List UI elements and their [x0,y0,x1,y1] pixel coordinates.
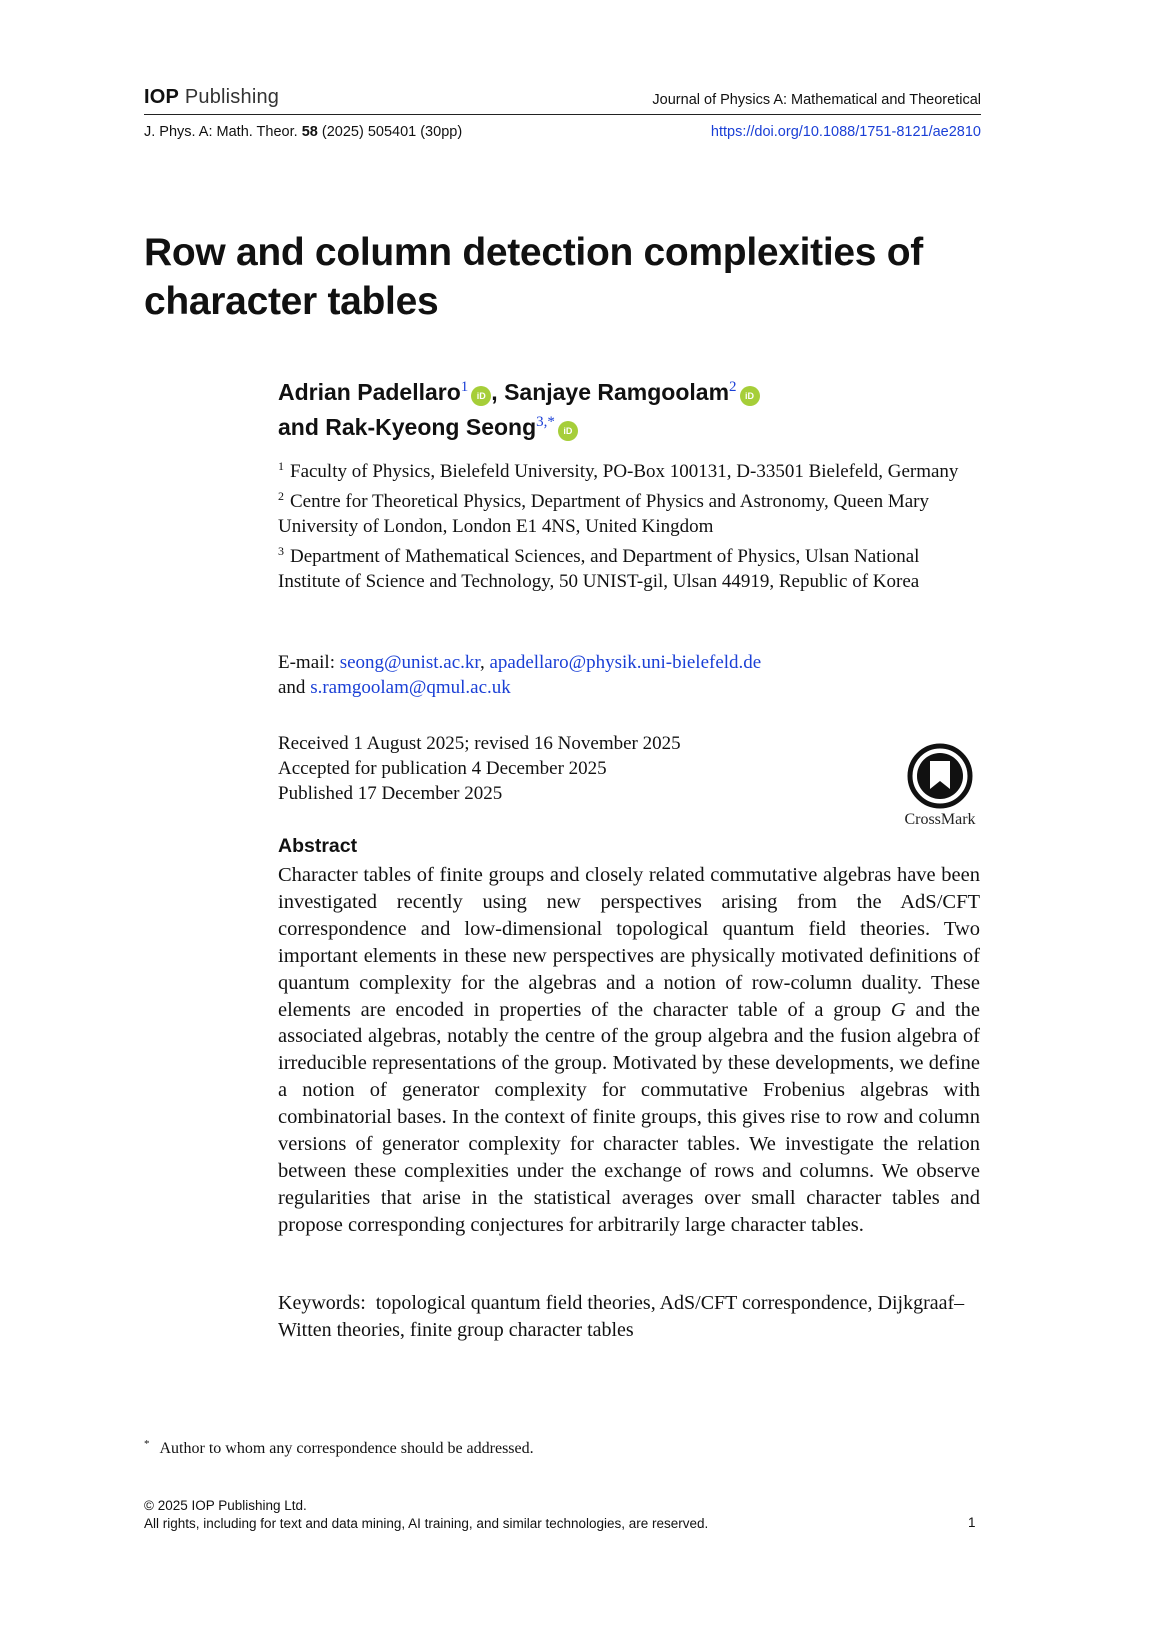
email-block: E-mail: seong@unist.ac.kr, apadellaro@physik.uni-bielefeld.de and s.ramgoolam@qmul.ac.uk [278,652,762,698]
publication-dates [278,731,681,806]
orcid-icon[interactable]: iD [471,386,491,406]
affiliation-ref[interactable]: 2 [729,379,737,395]
affiliation: $^2$ Centre for Theoretical Physics, Department of Physics and Astronomy, Queen Mary University of London, London E1 4NS, United Kingdom [278,489,929,537]
affiliation-ref[interactable]: 1 [460,379,469,395]
group-symbol: G [890,998,906,1021]
email-link[interactable]: s.ramgoolam@qmul.ac.uk [310,677,511,698]
crossmark-icon [907,743,973,809]
email-link[interactable]: apadellaro@physik.uni-bielefeld.de [489,652,762,673]
paper-title: Row and column detection complexities of character tables [144,231,923,323]
author-list: Adrian Padellaro$^1$iD , Sanjaye Ramgoolam$^2$iD and Rak-Kyeong Seong$^{3,*}$iD [278,372,760,442]
author-name: Adrian Padellaro [278,379,461,405]
affiliation-ref[interactable]: 3,* [536,414,555,430]
journal-name: Journal of Physics A: Mathematical and Theoretical [652,92,981,108]
published-date: Published 17 December 2025 [278,783,503,804]
abstract-text: Character tables of finite groups and closely related commutative algebras have been investigated recently using new perspectives arising from the AdS/CFT correspondence and low-dimensional topological quantum field theories. Two important elements in these new perspectives are physically motivated definitions of quantum complexity for the algebras and a notion of row-column duality. These elements are encoded in properties of the character table of a group G and the associated algebras, notably the centre of the group algebra and the fusion algebra of irreducible representations of the group. Motivated by these developments, we define a notion of generator complexity for commutative Frobenius algebras with combinatorial bases. In the context of finite groups, this gives rise to row and column versions of generator complexity for character tables. We investigate the relation between these complexities under the exchange of rows and columns. We observe regularities that arise in the statistical averages over small character tables and propose corresponding conjectures for arbitrarily large character tables. [278,864,980,1236]
author-name: Sanjaye Ramgoolam [504,379,730,405]
correspondence-footnote: * Author to whom any correspondence should be addressed. [144,1438,534,1457]
orcid-icon[interactable]: iD [740,386,760,406]
crossmark-badge[interactable] [898,743,982,829]
keywords: Keywords: topological quantum field theories, AdS/CFT correspondence, Dijkgraaf–Witten theories, finite group character tables [278,1292,965,1341]
page-number: 1 [968,1515,976,1530]
affiliations [278,454,978,594]
citation: J. Phys. A: Math. Theor. 58 (2025) 505401 (30pp) [144,124,463,140]
running-header [144,84,981,115]
email-link[interactable]: seong@unist.ac.kr [339,652,480,673]
crossmark-label: CrossMark [904,811,976,828]
orcid-icon[interactable]: iD [558,421,578,441]
author-name: Rak-Kyeong Seong [325,414,537,440]
accepted-date: Accepted for publication 4 December 2025 [278,758,607,779]
iop-publishing-logo: IOP Publishing [144,86,280,108]
author-connector: and [278,414,319,440]
received-date: Received 1 August 2025; revised 16 November 2025 [278,733,681,754]
abstract-heading: Abstract [278,835,358,857]
affiliation: $^1$ Faculty of Physics, Bielefeld University, PO-Box 100131, D-33501 Bielefeld, Germany [278,459,959,482]
affiliation: $^3$ Department of Mathematical Sciences, and Department of Physics, Ulsan National Institute of Science and Technology, 50 UNIST-gil, Ulsan 44919, Republic of Korea [278,544,920,592]
doi-link[interactable]: https://doi.org/10.1088/1751-8121/ae2810 [710,124,981,140]
copyright-notice: © 2025 IOP Publishing Ltd. All rights, including for text and data mining, AI training, and similar technologies, are reserved. [144,1498,709,1531]
